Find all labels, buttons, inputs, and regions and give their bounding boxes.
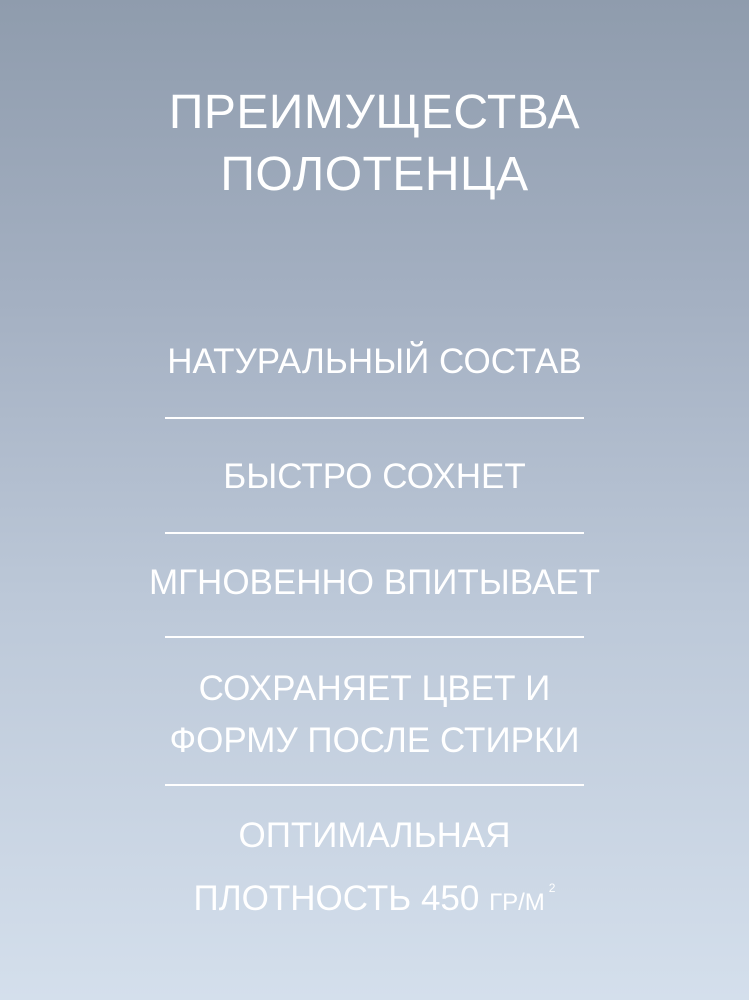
page-title-line-1: ПРЕИМУЩЕСТВА <box>168 86 581 139</box>
benefit-instant-absorb: МГНОВЕННО ВПИТЫВАЕТ <box>148 563 601 602</box>
density-line: ПЛОТНОСТЬ 450 $ГР/М^2$ <box>193 879 556 918</box>
benefit-natural-composition: НАТУРАЛЬНЫЙ СОСТАВ <box>167 342 582 381</box>
benefit-quick-dry: БЫСТРО СОХНЕТ <box>223 457 526 496</box>
divider <box>165 636 584 638</box>
divider <box>165 417 584 419</box>
benefit-keeps-color-shape: СОХРАНЯЕТ ЦВЕТ И ФОРМУ ПОСЛЕ СТИРКИ <box>169 669 580 760</box>
divider <box>165 784 584 786</box>
benefit-optimal-density: ОПТИМАЛЬНАЯ ПЛОТНОСТЬ 450 $ГР/М^2$ <box>0 810 749 929</box>
page-title <box>0 82 749 206</box>
page-title-line-2: ПОЛОТЕНЦА <box>220 148 529 201</box>
divider <box>165 532 584 534</box>
